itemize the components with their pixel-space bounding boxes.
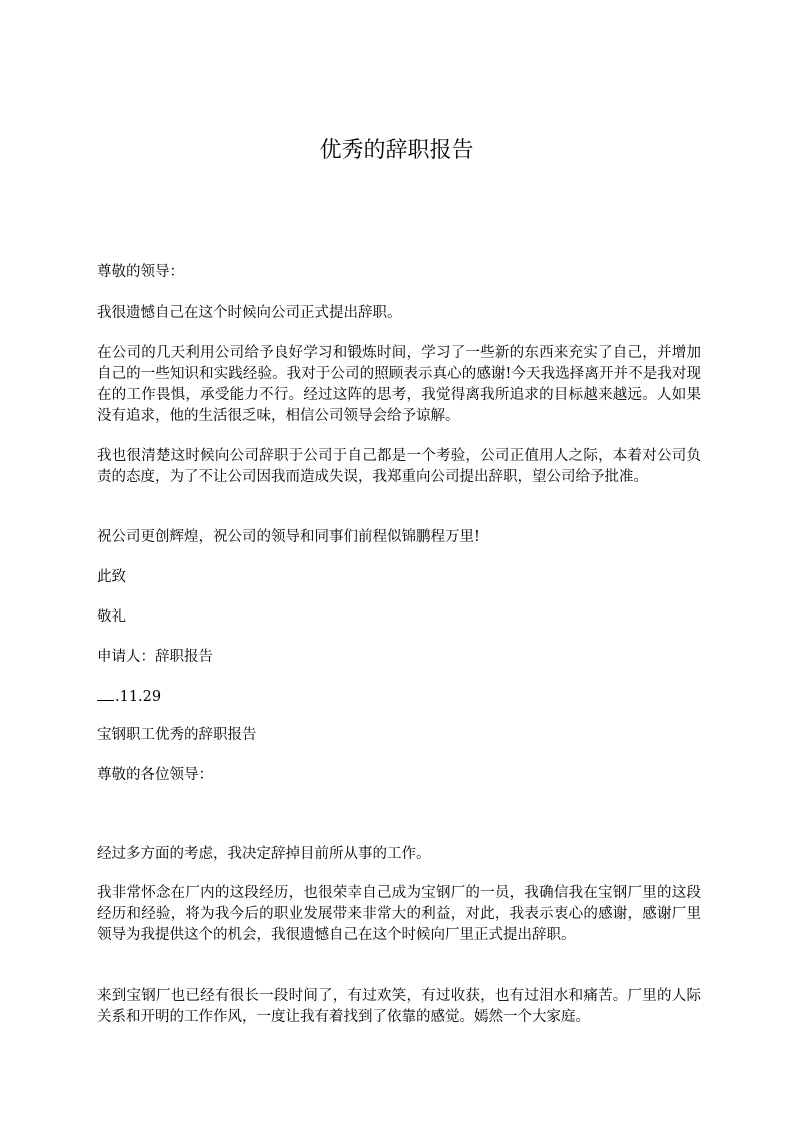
document-title: 优秀的辞职报告: [319, 138, 474, 163]
letter1-closing-2: 敬礼: [97, 609, 126, 625]
letter2-paragraph-2: 我非常怀念在厂内的这段经历，也很荣幸自己成为宝钢厂的一员，我确信我在宝钢厂里的这段经历和经验，将为我今后的职业发展带来非常大的利益，对此，我表示衷心的感谢，感谢厂里领导为我提供这个的机会，我很遗憾自己在这个时候向厂里正式提出辞职。: [97, 885, 701, 943]
letter1-salutation: 尊敬的领导：: [97, 264, 184, 280]
letter2-paragraph-1: 经过多方面的考虑，我决定辞掉目前所从事的工作。: [97, 846, 431, 862]
letter2-paragraph-3: 来到宝钢厂也已经有很长一段时间了，有过欢笑，有过收获，也有过泪水和痛苦。厂里的人际关系和开明的工作作风，一度让我有着找到了依靠的感觉。嫣然一个大家庭。: [97, 988, 701, 1025]
date-blank-line: [97, 686, 114, 701]
letter1-paragraph-2: 在公司的几天利用公司给予良好学习和锻炼时间，学习了一些新的东西来充实了自己，并增加自己的一些知识和实践经验。我对于公司的照顾表示真心的感谢!今天我选择离开并不是我对现在的工作畏惧，承受能力不行。经过这阵的思考，我觉得离我所追求的目标越来越远。人如果没有追求，他的生活很乏味，相信公司领导会给予谅解。: [97, 345, 701, 424]
letter1-applicant: 申请人：辞职报告: [97, 649, 213, 665]
letter1-closing-1: 此致: [97, 569, 126, 585]
letter2-salutation: 尊敬的各位领导：: [97, 767, 213, 783]
letter2-heading: 宝钢职工优秀的辞职报告: [97, 727, 257, 743]
letter1-paragraph-4: 祝公司更创辉煌，祝公司的领导和同事们前程似锦鹏程万里!: [97, 529, 480, 545]
letter1-date-suffix: .11.29: [115, 689, 162, 705]
letter1-paragraph-1: 我很遗憾自己在这个时候向公司正式提出辞职。: [97, 305, 402, 321]
letter1-date: [97, 686, 701, 708]
letter1-paragraph-3: 我也很清楚这时候向公司辞职于公司于自己都是一个考验，公司正值用人之际，本着对公司负责的态度，为了不让公司因我而造成失误，我郑重向公司提出辞职，望公司给予批准。: [97, 448, 701, 485]
